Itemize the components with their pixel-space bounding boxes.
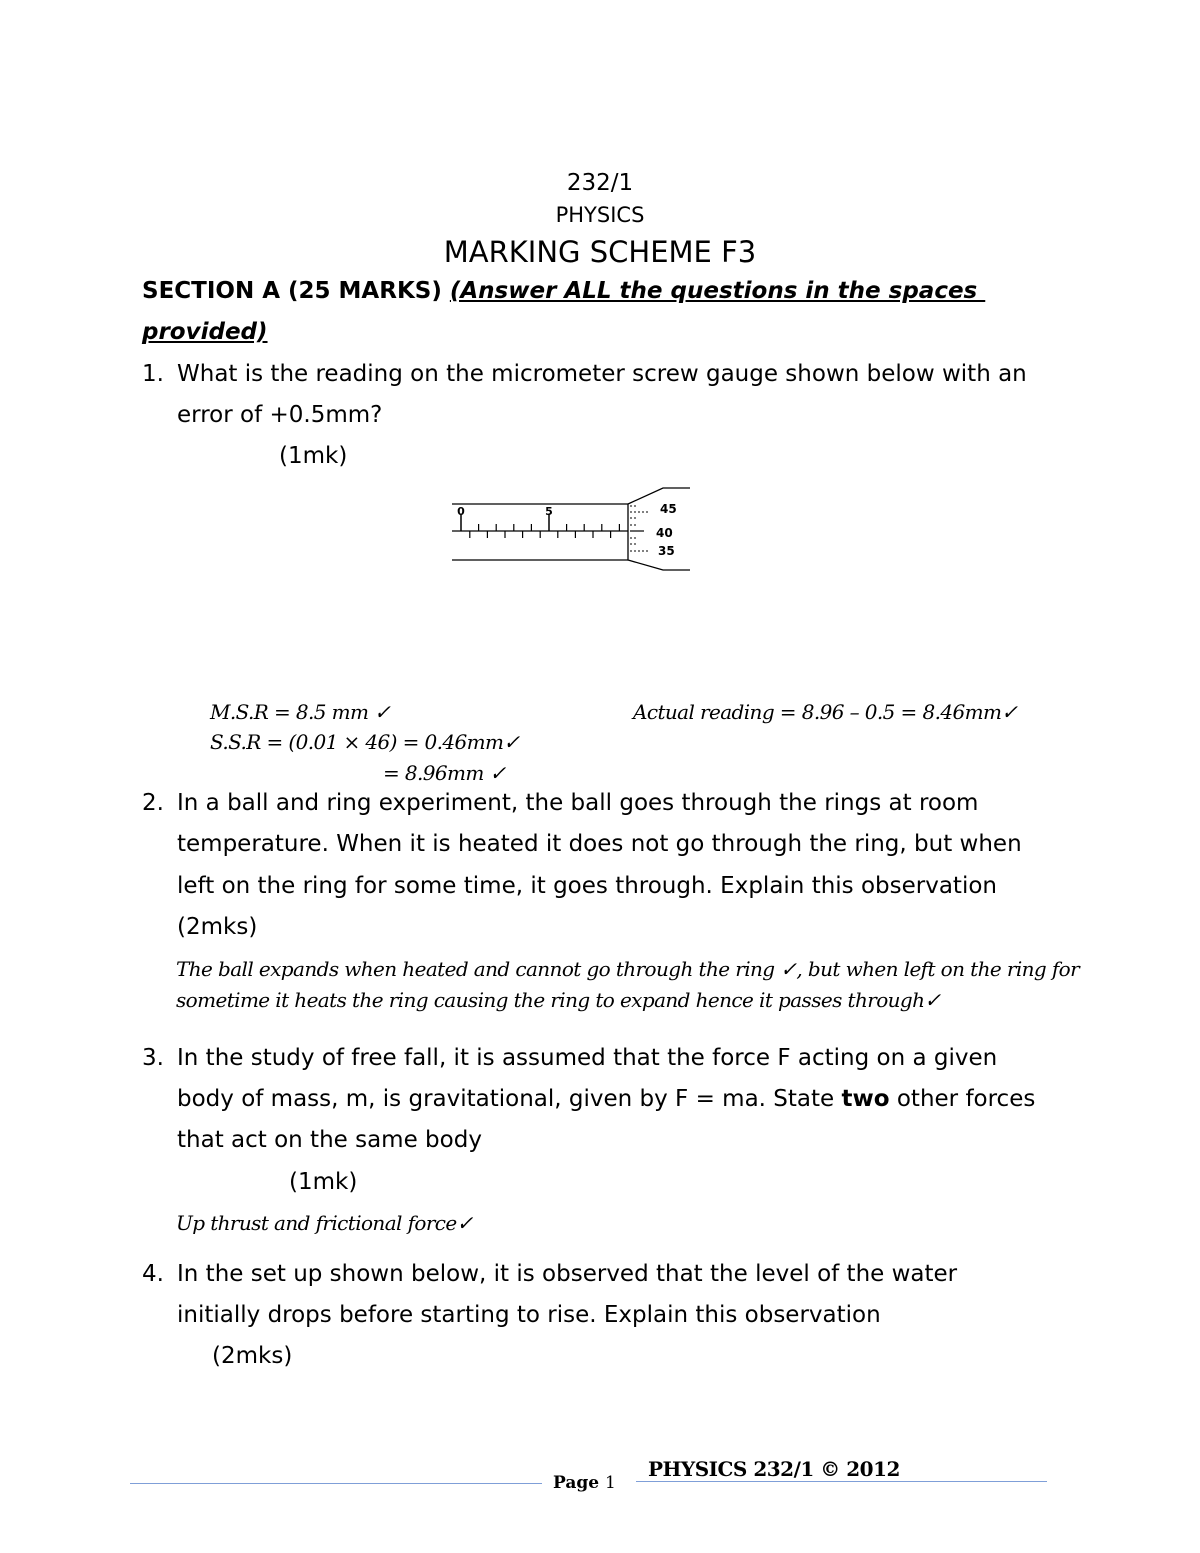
page-title: MARKING SCHEME F3 (443, 235, 757, 269)
footer-rule-left (130, 1483, 542, 1484)
section-instruction: (Answer ALL the questions in the spaces (449, 278, 986, 304)
question-text: In the study of free fall, it is assumed that the force F acting on a given (177, 1045, 998, 1071)
question-text: What is the reading on the micrometer screw gauge shown below with an (177, 361, 1027, 387)
question-number: 3. (142, 1045, 164, 1071)
question-text: temperature. When it is heated it does not go through the ring, but when (177, 831, 1022, 857)
paper-code: 232/1 (566, 170, 634, 196)
question-text: that act on the same body (177, 1127, 482, 1153)
subject-title: PHYSICS (555, 203, 645, 227)
emphasis-two: two (841, 1086, 890, 1112)
question-text: left on the ring for some time, it goes through. Explain this observation (177, 873, 997, 899)
micrometer-diagram (448, 484, 698, 576)
answer-ssr: S.S.R = (0.01 × 46) = 0.46mm✓ (210, 730, 520, 754)
question-marks: (1mk) (279, 443, 348, 469)
question-marks: (2mks) (177, 914, 258, 940)
question-text: error of +0.5mm? (177, 402, 383, 428)
page-number: Page 1 (553, 1473, 616, 1493)
question-marks: (2mks) (212, 1343, 293, 1369)
question-text: body of mass, m, is gravitational, given by F = ma. State two other forces (177, 1086, 1036, 1112)
thimble-label: 45 (660, 502, 677, 516)
question-number: 4. (142, 1261, 164, 1287)
question-marks: (1mk) (289, 1169, 358, 1195)
question-number: 2. (142, 790, 164, 816)
answer-text: Up thrust and frictional force✓ (176, 1211, 473, 1235)
footer-rule-right (636, 1481, 1047, 1482)
thimble-label: 40 (656, 526, 673, 540)
question-number: 1. (142, 361, 164, 387)
section-title: SECTION A (25 MARKS) (142, 278, 442, 304)
answer-actual-reading: Actual reading = 8.96 – 0.5 = 8.46mm✓ (633, 700, 1018, 724)
section-instruction-cont: provided) (142, 319, 268, 345)
question-text: initially drops before starting to rise. Explain this observation (177, 1302, 881, 1328)
section-heading (142, 271, 985, 312)
footer-copyright: PHYSICS 232/1 © 2012 (648, 1457, 900, 1481)
main-scale-label: 5 (545, 505, 553, 518)
question-text: In a ball and ring experiment, the ball goes through the rings at room (177, 790, 979, 816)
answer-msr: M.S.R = 8.5 mm ✓ (210, 700, 391, 724)
main-scale-label: 0 (457, 505, 465, 518)
answer-text: sometime it heats the ring causing the ring to expand hence it passes through✓ (176, 988, 941, 1012)
answer-total: = 8.96mm ✓ (383, 761, 506, 785)
thimble-label: 35 (658, 544, 675, 558)
question-text: In the set up shown below, it is observed that the level of the water (177, 1261, 958, 1287)
answer-text: The ball expands when heated and cannot go through the ring ✓, but when left on the ring for (176, 957, 1080, 981)
